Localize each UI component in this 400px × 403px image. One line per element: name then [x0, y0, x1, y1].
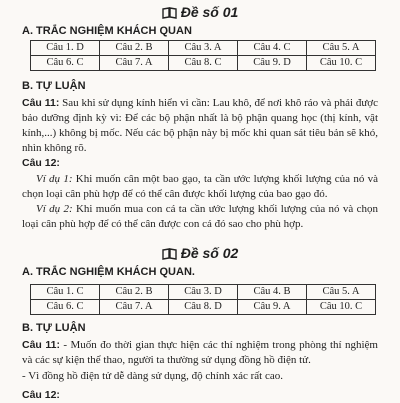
answer-cell: Câu 1. D [31, 41, 100, 56]
section-a-heading: A. TRẮC NGHIỆM KHÁCH QUAN. [22, 266, 195, 278]
section-b-heading: B. TỰ LUẬN [22, 322, 86, 334]
question-label: Câu 11: [22, 97, 60, 109]
answer-cell: Câu 2. B [100, 41, 169, 56]
answer-cell: Câu 3. A [169, 41, 238, 56]
answer-cell: Câu 6. C [31, 300, 100, 315]
section-b-heading: B. TỰ LUẬN [22, 80, 86, 92]
answer-cell: Câu 4. C [238, 41, 307, 56]
answer-cell: Câu 3. D [169, 285, 238, 300]
answer-cell: Câu 7. A [100, 56, 169, 71]
example-text: Khi muốn cân một bao gạo, ta cần ước lượng khối lượng của nó và chọn loại cân phù hợp để có thể cân được khối lượng của bao gạo đó. [22, 173, 378, 200]
question-text: Sau khi sử dụng kính hiển vi cần: Lau khô, để nơi khô ráo và phải được bảo dưỡng định kỳ vì: Để các bộ phận nhất là bộ phận quang học (thị kính, vật kính,...) không bị mốc. Nếu các bộ phận này bị mốc khi quan sát tiêu bản sẽ khó, nhìn không rõ. [22, 97, 378, 154]
answer-cell: Câu 6. C [31, 56, 100, 71]
example-label: Ví dụ 1: [36, 173, 73, 185]
question-12-label: Câu 12: [22, 157, 60, 169]
question-11-line-2: - Vì đồng hồ điện tử dễ dàng sử dụng, độ chính xác rất cao. [22, 370, 283, 382]
table-row [31, 300, 376, 315]
table-row [31, 41, 376, 56]
question-text: - Muốn đo thời gian thực hiện các thí nghiệm trong phòng thí nghiệm và các sự kiện thể thao, người ta thường sử dụng đồng hồ điện tử. [22, 339, 378, 366]
example-text: Khi muốn mua con cá ta cần ước lượng khối lượng của nó và chọn loại cân phù hợp để có thể cân được con cá đó sao cho phù hợp. [22, 203, 378, 230]
example-1 [22, 172, 378, 202]
example-label: Ví dụ 2: [36, 203, 73, 215]
question-label: Câu 11: [22, 339, 61, 351]
table-row [31, 285, 376, 300]
answer-cell: Câu 1. C [31, 285, 100, 300]
question-11-answer [22, 338, 378, 368]
answer-cell: Câu 5. A [307, 41, 376, 56]
example-2 [22, 202, 378, 232]
answer-cell: Câu 9. A [238, 300, 307, 315]
answer-cell: Câu 5. A [307, 285, 376, 300]
open-book-icon [162, 6, 177, 22]
exam-2-title: Đề số 02 [0, 245, 400, 263]
question-11-answer [22, 96, 378, 156]
answer-cell: Câu 10. C [307, 56, 376, 71]
answer-cell: Câu 2. B [100, 285, 169, 300]
answer-cell: Câu 8. D [169, 300, 238, 315]
answer-cell: Câu 10. C [307, 300, 376, 315]
answer-cell: Câu 7. A [100, 300, 169, 315]
answer-table-exam-2 [30, 284, 376, 315]
question-12-label: Câu 12: [22, 389, 60, 401]
table-row [31, 56, 376, 71]
answer-cell: Câu 4. B [238, 285, 307, 300]
section-a-heading: A. TRẮC NGHIỆM KHÁCH QUAN [22, 25, 192, 37]
answer-cell: Câu 9. D [238, 56, 307, 71]
answer-table-exam-1 [30, 40, 376, 71]
open-book-icon [162, 247, 177, 263]
answer-cell: Câu 8. C [169, 56, 238, 71]
exam-1-title: Đề số 01 [0, 4, 400, 22]
